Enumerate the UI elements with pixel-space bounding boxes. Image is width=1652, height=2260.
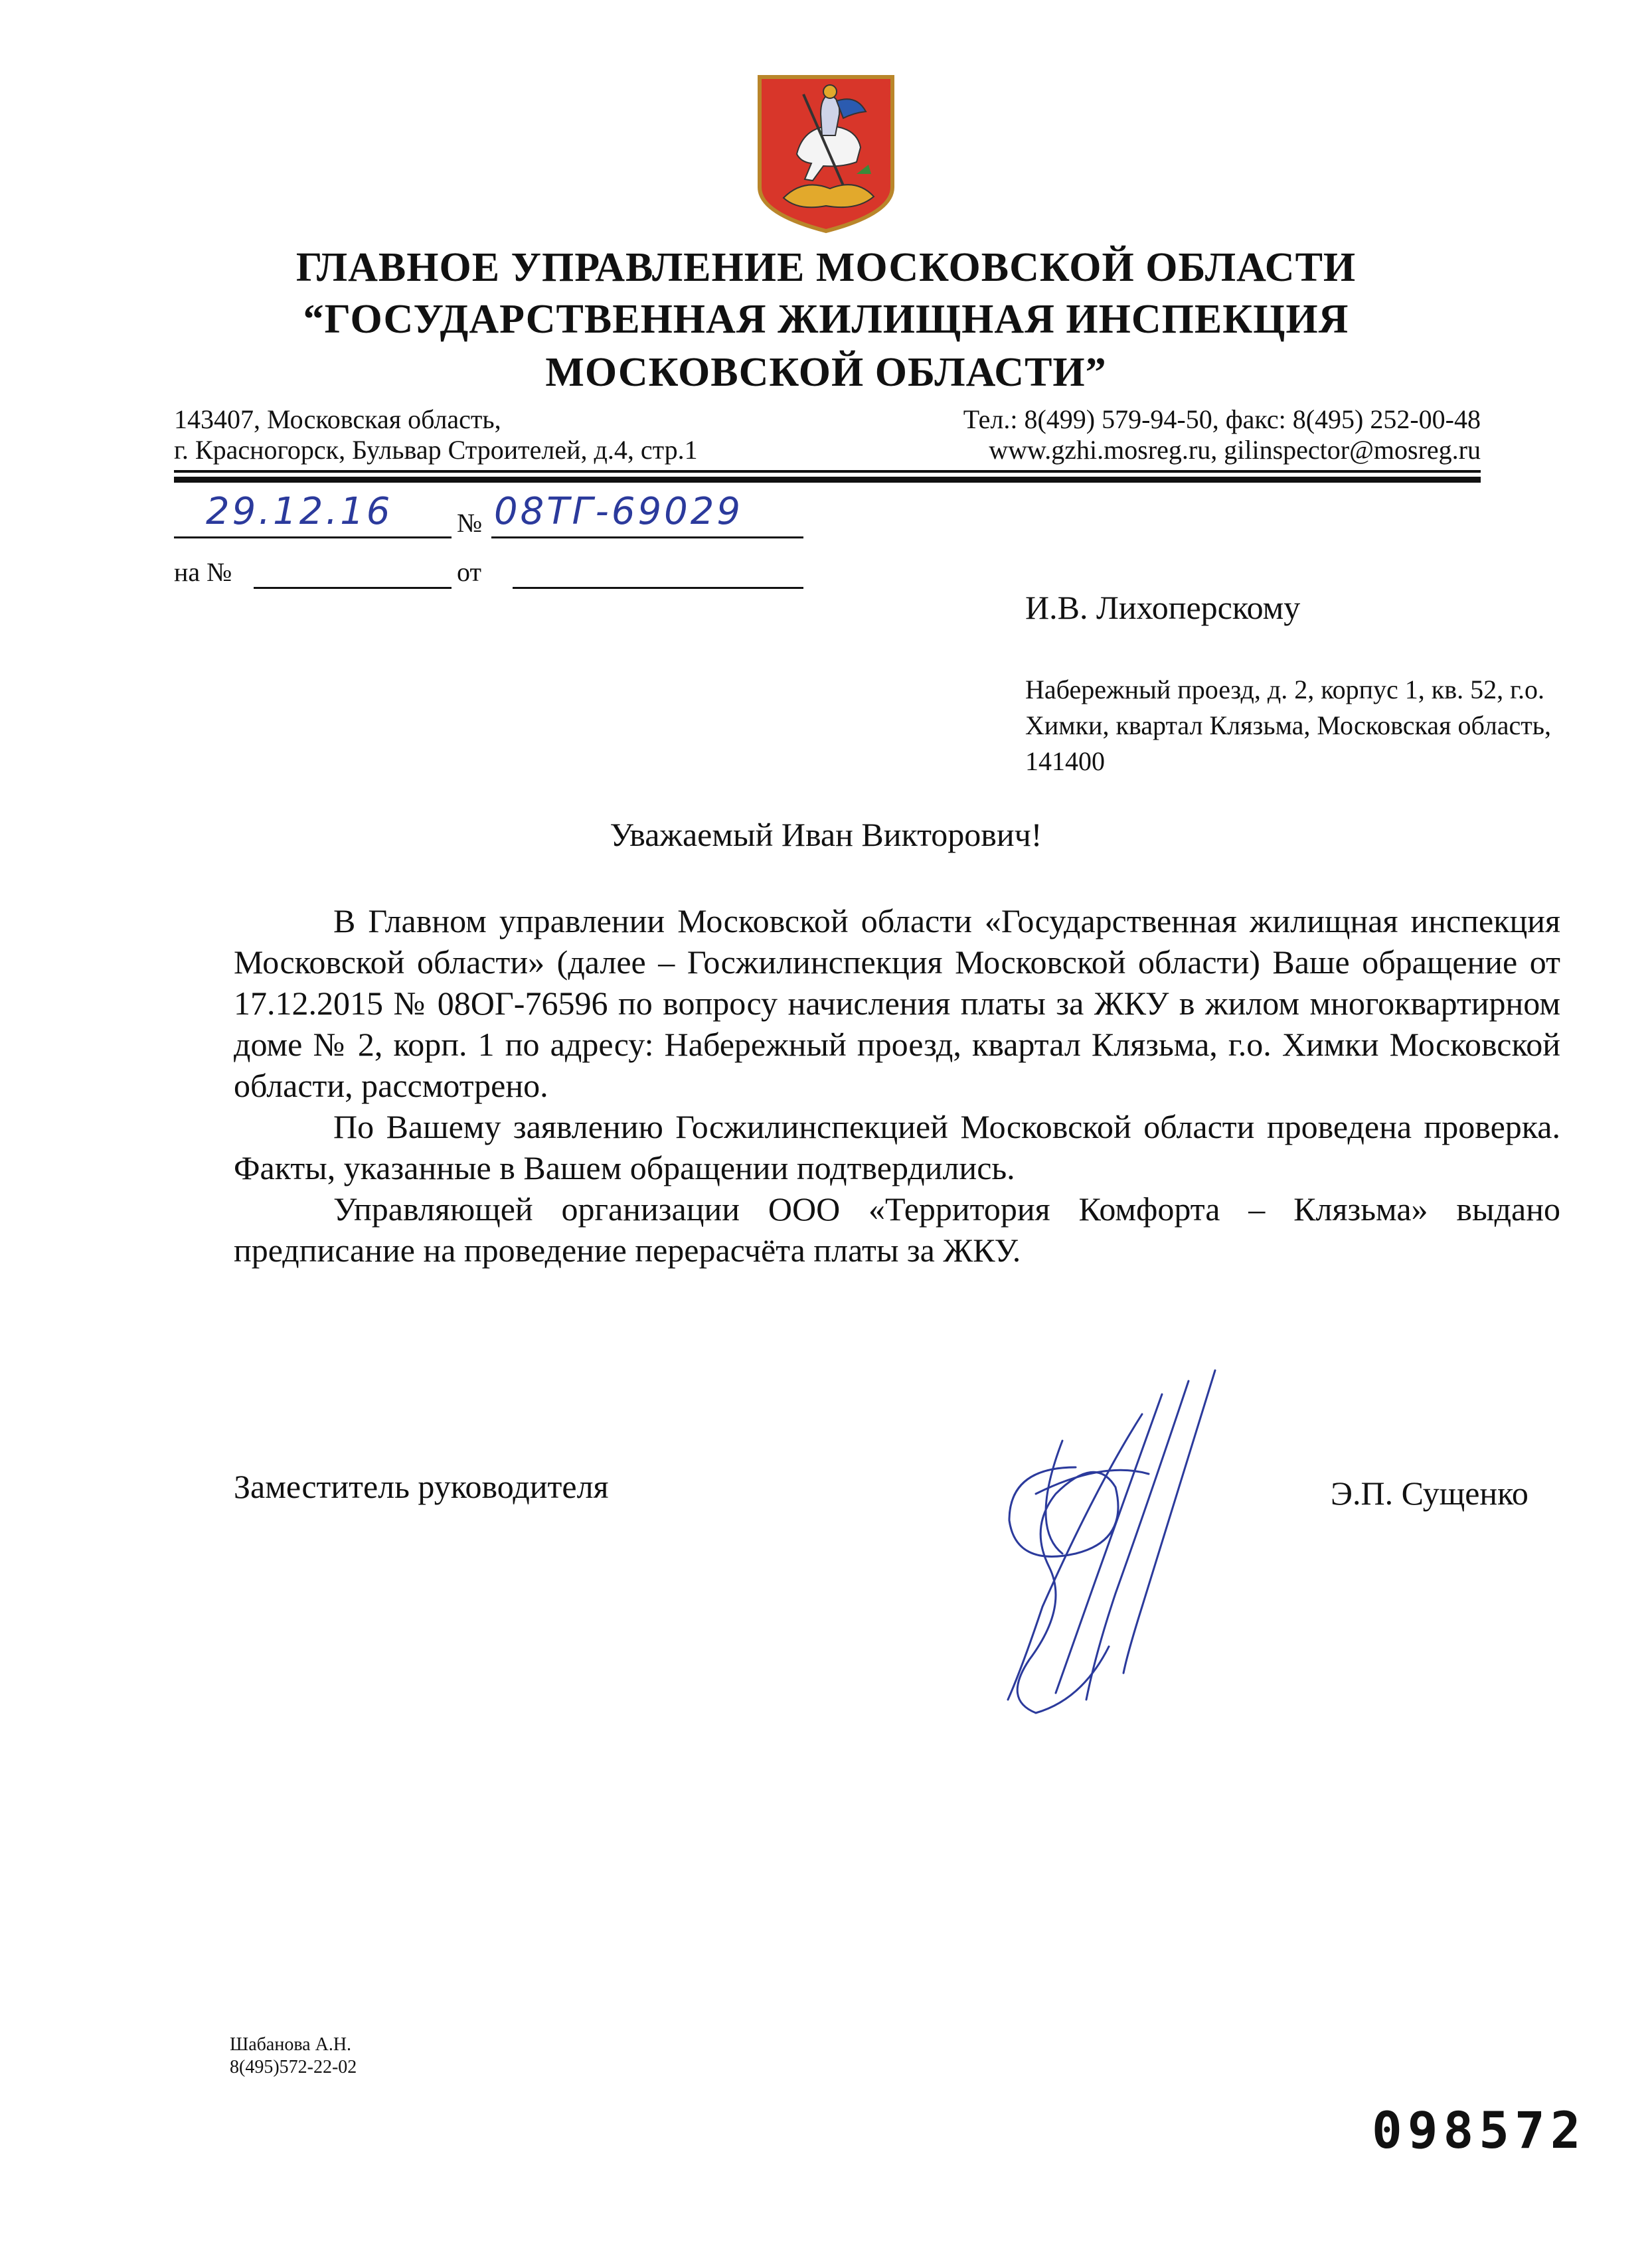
reference-date-label: от bbox=[457, 557, 481, 587]
registration-number: 08ТГ-69029 bbox=[494, 490, 744, 533]
document-number: 098572 bbox=[1372, 2101, 1586, 2160]
executor-name: Шабанова А.Н. bbox=[230, 2034, 352, 2055]
registration-number-line bbox=[491, 536, 803, 538]
paragraph-2: По Вашему заявлению Госжилинспекцией Московской области проведена проверка. Факты, указанные в Вашем обращении подтвердились. bbox=[234, 1108, 1560, 1186]
org-address-line-2: г. Красногорск, Бульвар Строителей, д.4, стр.1 bbox=[174, 435, 698, 465]
paragraph-3: Управляющей организации ООО «Территория Комфорта – Клязьма» выдано предписание на проведение перерасчёта платы за ЖКУ. bbox=[234, 1190, 1560, 1269]
registration-date: 29.12.16 bbox=[206, 490, 393, 533]
org-title-line-1: ГЛАВНОЕ УПРАВЛЕНИЕ МОСКОВСКОЙ ОБЛАСТИ bbox=[295, 245, 1357, 290]
registration-number-label: № bbox=[457, 508, 483, 538]
org-phone: Тел.: 8(499) 579-94-50, факс: 8(495) 252-00-48 bbox=[963, 404, 1481, 434]
reference-number-line bbox=[254, 587, 452, 589]
coat-of-arms-icon bbox=[757, 74, 895, 234]
org-web: www.gzhi.mosreg.ru, gilinspector@mosreg.ru bbox=[989, 435, 1481, 465]
org-title-line-3: МОСКОВСКОЙ ОБЛАСТИ” bbox=[545, 350, 1107, 395]
executor-phone: 8(495)572-22-02 bbox=[230, 2057, 357, 2077]
signatory-name: Э.П. Сущенко bbox=[1331, 1475, 1528, 1512]
header-rule-thick bbox=[174, 477, 1481, 483]
handwritten-signature bbox=[930, 1354, 1275, 1726]
header-rule-thin bbox=[174, 470, 1481, 473]
org-title-line-2: “ГОСУДАРСТВЕННАЯ ЖИЛИЩНАЯ ИНСПЕКЦИЯ bbox=[303, 297, 1349, 342]
letter-body bbox=[234, 900, 1560, 1271]
reference-date-line bbox=[513, 587, 803, 589]
paragraph-1: В Главном управлении Московской области «Государственная жилищная инспекция Московской области» (далее – Госжилинспекция Московской области) Ваше обращение от 17.12.2015 № 08ОГ-76596 по вопросу начисления платы за ЖКУ в жилом многоквартирном доме № 2, корп. 1 по адресу: Набережный проезд, квартал Клязьма, г.о. Химки Московской области, рассмотрено. bbox=[234, 902, 1560, 1104]
signatory-position: Заместитель руководителя bbox=[234, 1468, 609, 1505]
reference-number-label: на № bbox=[174, 557, 232, 587]
recipient-name: И.В. Лихоперскому bbox=[1025, 589, 1301, 626]
recipient-address: Набережный проезд, д. 2, корпус 1, кв. 52, г.о. Химки, квартал Клязьма, Московская область, 141400 bbox=[1025, 675, 1552, 776]
registration-date-line bbox=[174, 536, 452, 538]
org-address-line-1: 143407, Московская область, bbox=[174, 404, 501, 434]
greeting: Уважаемый Иван Викторович! bbox=[610, 816, 1042, 853]
